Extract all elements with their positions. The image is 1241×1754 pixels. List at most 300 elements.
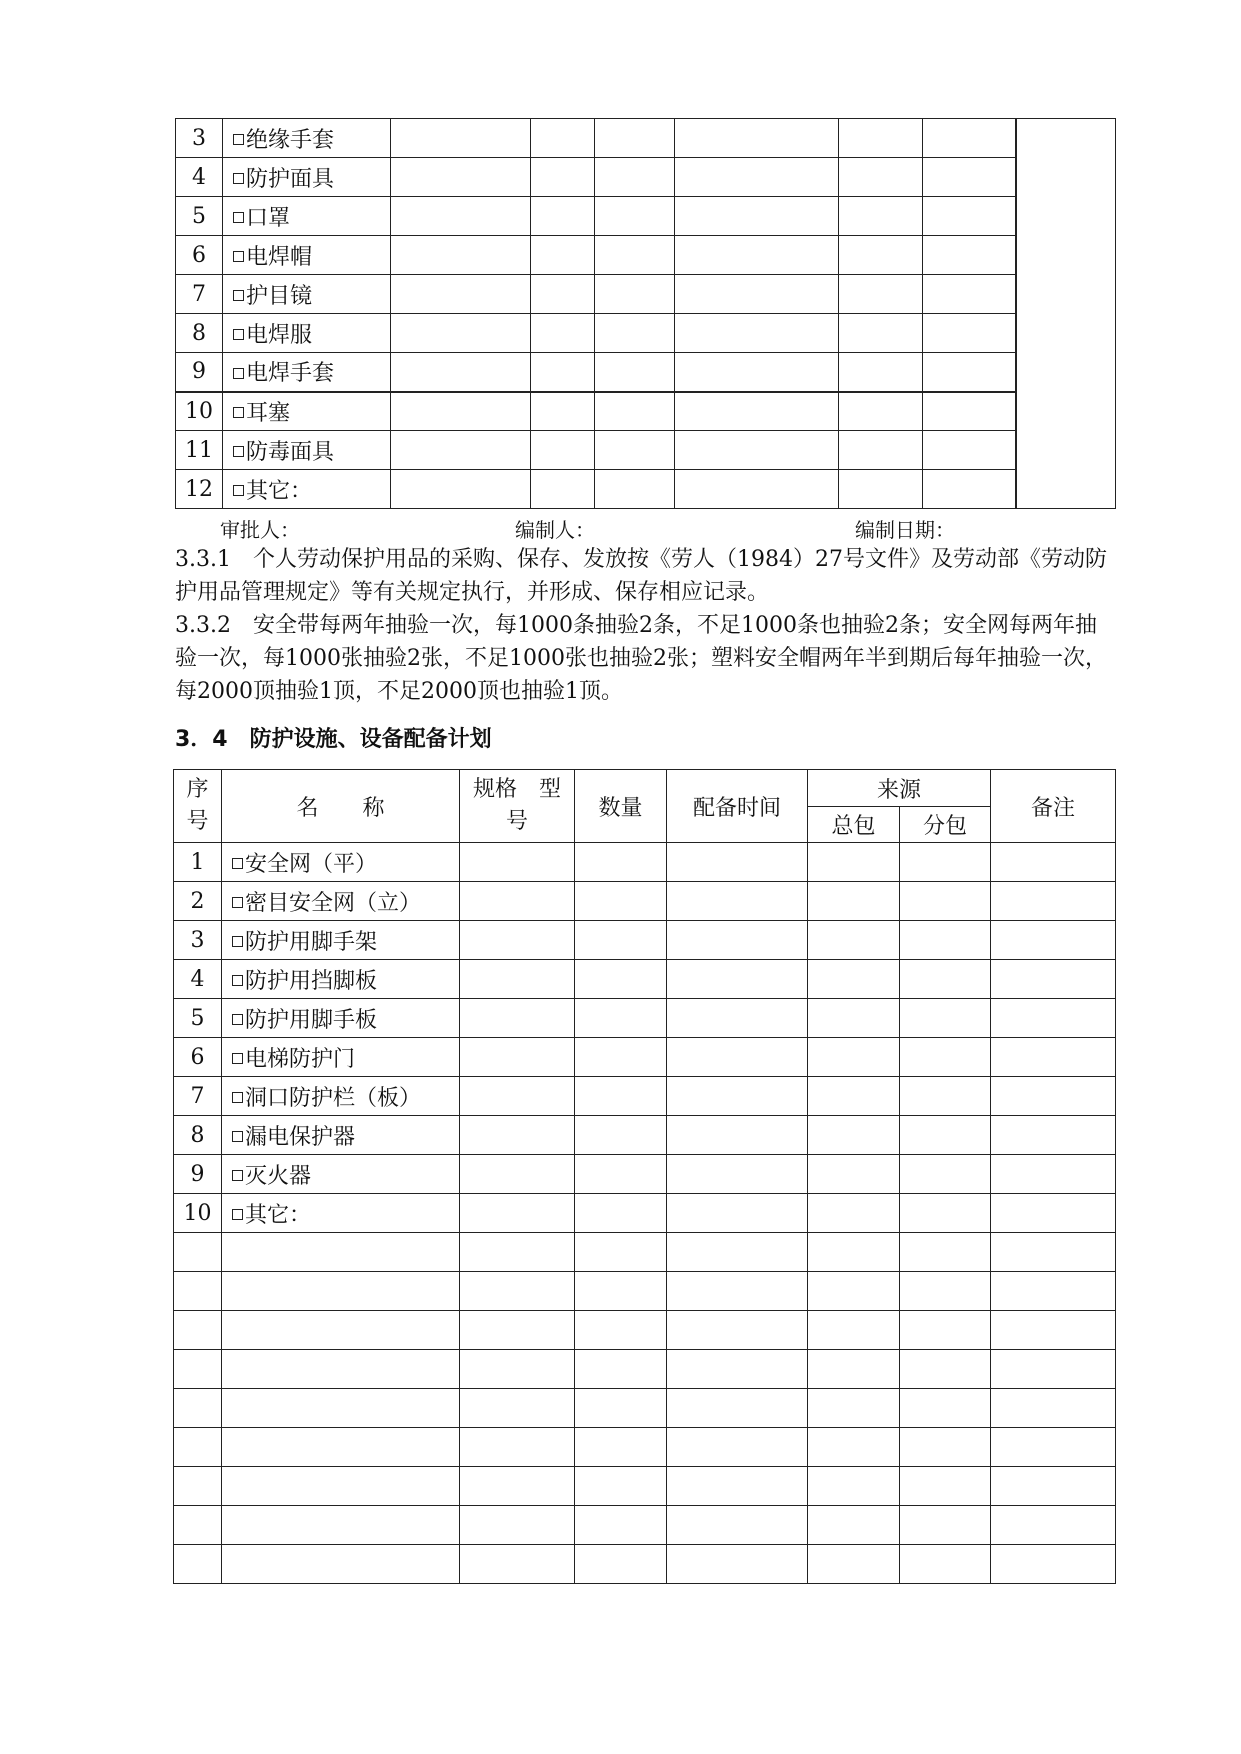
blank-cell[interactable] <box>531 431 595 470</box>
blank-cell[interactable] <box>575 999 667 1038</box>
checkbox-icon[interactable] <box>232 1170 243 1181</box>
empty-row <box>174 1311 1116 1350</box>
blank-cell[interactable] <box>391 431 531 470</box>
row-number: 2 <box>174 882 222 921</box>
blank-cell[interactable] <box>667 1350 808 1389</box>
blank-cell[interactable] <box>174 1506 222 1545</box>
blank-cell[interactable] <box>839 158 923 197</box>
blank-cell[interactable] <box>808 1077 900 1116</box>
checkbox-icon[interactable] <box>232 1014 243 1025</box>
item-cell <box>222 1116 460 1155</box>
checkbox-icon[interactable] <box>232 897 243 908</box>
blank-cell[interactable] <box>839 353 923 392</box>
empty-row <box>174 1467 1116 1506</box>
table-row <box>176 392 1116 431</box>
blank-cell[interactable] <box>575 882 667 921</box>
blank-cell[interactable] <box>531 119 595 158</box>
blank-cell[interactable] <box>667 1116 808 1155</box>
item-cell <box>223 392 391 431</box>
blank-cell[interactable] <box>531 158 595 197</box>
blank-cell[interactable] <box>808 1311 900 1350</box>
blank-cell[interactable] <box>460 1389 575 1428</box>
blank-cell[interactable] <box>174 1428 222 1467</box>
checkbox-icon[interactable] <box>233 446 244 457</box>
blank-cell[interactable] <box>667 1272 808 1311</box>
blank-cell[interactable] <box>460 960 575 999</box>
blank-cell[interactable] <box>923 236 1016 275</box>
blank-cell[interactable] <box>595 158 675 197</box>
blank-cell[interactable] <box>808 1038 900 1077</box>
row-number: 8 <box>174 1116 222 1155</box>
blank-cell[interactable] <box>675 314 839 353</box>
table-row <box>176 314 1116 353</box>
blank-cell[interactable] <box>808 1350 900 1389</box>
blank-cell[interactable] <box>595 431 675 470</box>
blank-cell[interactable] <box>391 236 531 275</box>
blank-cell[interactable] <box>391 470 531 509</box>
blank-cell[interactable] <box>575 1428 667 1467</box>
blank-cell[interactable] <box>923 353 1016 392</box>
item-label: 电焊服 <box>246 322 313 348</box>
empty-row <box>174 1233 1116 1272</box>
blank-cell[interactable] <box>808 1155 900 1194</box>
blank-cell[interactable] <box>575 1155 667 1194</box>
blank-cell[interactable] <box>900 1428 991 1467</box>
blank-cell[interactable] <box>460 1233 575 1272</box>
approver-label: 审批人： <box>220 518 300 542</box>
item-cell <box>223 470 391 509</box>
blank-cell[interactable] <box>222 1311 460 1350</box>
table-row <box>174 960 1116 999</box>
blank-cell[interactable] <box>460 1194 575 1233</box>
table-row <box>174 882 1116 921</box>
item-label: 洞口防护栏（板） <box>245 1085 422 1111</box>
blank-cell[interactable] <box>667 1389 808 1428</box>
blank-cell[interactable] <box>575 1350 667 1389</box>
blank-cell[interactable] <box>900 999 991 1038</box>
blank-cell[interactable] <box>575 1116 667 1155</box>
blank-cell[interactable] <box>595 197 675 236</box>
blank-cell[interactable] <box>667 1155 808 1194</box>
blank-cell[interactable] <box>991 1311 1116 1350</box>
blank-cell[interactable] <box>460 1038 575 1077</box>
blank-cell[interactable] <box>991 1350 1116 1389</box>
item-label: 电梯防护门 <box>245 1046 356 1072</box>
checkbox-icon[interactable] <box>232 1209 243 1220</box>
blank-cell[interactable] <box>575 960 667 999</box>
blank-cell[interactable] <box>531 353 595 392</box>
item-label: 电焊手套 <box>246 361 335 387</box>
blank-cell[interactable] <box>667 999 808 1038</box>
blank-cell[interactable] <box>808 1194 900 1233</box>
blank-cell[interactable] <box>991 921 1116 960</box>
blank-cell[interactable] <box>675 470 839 509</box>
blank-cell[interactable] <box>531 236 595 275</box>
blank-cell[interactable] <box>575 1389 667 1428</box>
blank-cell[interactable] <box>575 1272 667 1311</box>
blank-cell[interactable] <box>575 1311 667 1350</box>
empty-row <box>174 1428 1116 1467</box>
blank-cell[interactable] <box>460 1428 575 1467</box>
row-number: 10 <box>176 392 223 431</box>
blank-cell[interactable] <box>808 999 900 1038</box>
blank-cell[interactable] <box>460 1077 575 1116</box>
blank-cell[interactable] <box>991 1233 1116 1272</box>
blank-cell[interactable] <box>923 275 1016 314</box>
blank-cell[interactable] <box>460 1272 575 1311</box>
item-cell <box>223 197 391 236</box>
blank-cell[interactable] <box>667 843 808 882</box>
checkbox-icon[interactable] <box>232 1092 243 1103</box>
table-row <box>176 236 1116 275</box>
checkbox-icon[interactable] <box>233 173 244 184</box>
header-sub: 分包 <box>900 807 991 843</box>
blank-cell[interactable] <box>900 1311 991 1350</box>
blank-cell[interactable] <box>991 1467 1116 1506</box>
row-number: 12 <box>176 470 223 509</box>
blank-cell[interactable] <box>923 392 1016 431</box>
blank-cell[interactable] <box>391 353 531 392</box>
blank-cell[interactable] <box>900 1155 991 1194</box>
blank-cell[interactable] <box>222 1272 460 1311</box>
blank-cell[interactable] <box>675 158 839 197</box>
item-cell <box>222 999 460 1038</box>
item-label: 耳塞 <box>246 400 291 426</box>
blank-cell[interactable] <box>923 158 1016 197</box>
blank-cell[interactable] <box>991 1506 1116 1545</box>
blank-cell[interactable] <box>460 843 575 882</box>
blank-cell[interactable] <box>174 1233 222 1272</box>
blank-cell[interactable] <box>900 1506 991 1545</box>
header-qty: 数量 <box>575 770 667 843</box>
checkbox-icon[interactable] <box>233 134 244 145</box>
blank-cell[interactable] <box>991 1545 1116 1584</box>
blank-cell[interactable] <box>808 1506 900 1545</box>
blank-cell[interactable] <box>531 275 595 314</box>
blank-cell[interactable] <box>531 392 595 431</box>
blank-cell[interactable] <box>667 1506 808 1545</box>
blank-cell[interactable] <box>575 1467 667 1506</box>
section-title: 3．4 防护设施、设备配备计划 <box>175 727 492 752</box>
blank-cell[interactable] <box>667 1038 808 1077</box>
blank-cell[interactable] <box>991 1428 1116 1467</box>
blank-cell[interactable] <box>575 843 667 882</box>
blank-cell[interactable] <box>391 392 531 431</box>
blank-cell[interactable] <box>923 470 1016 509</box>
blank-cell[interactable] <box>575 1038 667 1077</box>
blank-cell[interactable] <box>923 197 1016 236</box>
blank-cell[interactable] <box>460 1350 575 1389</box>
blank-cell[interactable] <box>991 1272 1116 1311</box>
blank-cell[interactable] <box>667 1077 808 1116</box>
row-number: 3 <box>176 119 223 158</box>
facility-table <box>173 769 1116 1584</box>
row-number: 4 <box>176 158 223 197</box>
row-number: 1 <box>174 843 222 882</box>
blank-cell[interactable] <box>808 1233 900 1272</box>
blank-cell[interactable] <box>900 1116 991 1155</box>
checkbox-icon[interactable] <box>232 1053 243 1064</box>
blank-cell[interactable] <box>900 1545 991 1584</box>
blank-cell[interactable] <box>531 470 595 509</box>
blank-cell[interactable] <box>991 999 1116 1038</box>
checkbox-icon[interactable] <box>233 485 244 496</box>
blank-cell[interactable] <box>460 882 575 921</box>
blank-cell[interactable] <box>222 1233 460 1272</box>
blank-cell[interactable] <box>667 1428 808 1467</box>
blank-cell[interactable] <box>174 1272 222 1311</box>
ppe-table <box>175 118 1116 509</box>
checkbox-icon[interactable] <box>232 936 243 947</box>
blank-cell[interactable] <box>460 1311 575 1350</box>
blank-cell[interactable] <box>575 1077 667 1116</box>
checkbox-icon[interactable] <box>232 858 243 869</box>
blank-cell[interactable] <box>460 1155 575 1194</box>
blank-cell[interactable] <box>675 275 839 314</box>
blank-cell[interactable] <box>808 1116 900 1155</box>
blank-cell[interactable] <box>575 921 667 960</box>
table-row <box>174 1038 1116 1077</box>
checkbox-icon[interactable] <box>233 251 244 262</box>
item-label: 灭火器 <box>245 1163 312 1189</box>
checkbox-icon[interactable] <box>233 407 244 418</box>
blank-cell[interactable] <box>667 1545 808 1584</box>
table-row <box>176 470 1116 509</box>
blank-cell[interactable] <box>991 1038 1116 1077</box>
header-row-1 <box>174 770 1116 807</box>
item-cell <box>222 1038 460 1077</box>
item-label: 其它： <box>245 1202 312 1228</box>
row-number: 9 <box>174 1155 222 1194</box>
blank-cell[interactable] <box>460 1116 575 1155</box>
blank-cell[interactable] <box>675 119 839 158</box>
blank-cell[interactable] <box>839 275 923 314</box>
item-label: 密目安全网（立） <box>245 890 422 916</box>
blank-cell[interactable] <box>222 1467 460 1506</box>
blank-cell[interactable] <box>808 1389 900 1428</box>
row-number: 3 <box>174 921 222 960</box>
blank-cell[interactable] <box>808 921 900 960</box>
item-cell <box>222 1194 460 1233</box>
header-spec: 规格 型号 <box>460 770 575 843</box>
blank-cell[interactable] <box>595 470 675 509</box>
blank-cell[interactable] <box>675 392 839 431</box>
blank-cell[interactable] <box>174 1311 222 1350</box>
item-label: 防护用脚手板 <box>245 1007 378 1033</box>
item-label: 绝缘手套 <box>246 127 335 153</box>
checkbox-icon[interactable] <box>232 975 243 986</box>
checkbox-icon[interactable] <box>233 290 244 301</box>
blank-cell[interactable] <box>900 960 991 999</box>
blank-cell[interactable] <box>808 882 900 921</box>
row-number: 8 <box>176 314 223 353</box>
blank-cell[interactable] <box>923 119 1016 158</box>
blank-cell[interactable] <box>808 1545 900 1584</box>
row-number: 9 <box>176 353 223 392</box>
blank-cell[interactable] <box>991 1116 1116 1155</box>
blank-cell[interactable] <box>595 353 675 392</box>
table-row <box>176 158 1116 197</box>
table-row <box>176 197 1116 236</box>
table-row <box>174 1194 1116 1233</box>
blank-cell[interactable] <box>460 1506 575 1545</box>
item-cell <box>222 1077 460 1116</box>
blank-cell[interactable] <box>900 882 991 921</box>
row-number: 4 <box>174 960 222 999</box>
blank-cell[interactable] <box>531 314 595 353</box>
blank-cell[interactable] <box>460 921 575 960</box>
empty-row <box>174 1389 1116 1428</box>
blank-cell[interactable] <box>808 843 900 882</box>
blank-cell[interactable] <box>174 1350 222 1389</box>
table-row <box>176 119 1116 158</box>
item-cell <box>223 236 391 275</box>
item-label: 电焊帽 <box>246 244 313 270</box>
checkbox-icon[interactable] <box>233 368 244 379</box>
blank-cell[interactable] <box>222 1350 460 1389</box>
blank-cell[interactable] <box>391 314 531 353</box>
blank-cell[interactable] <box>667 1467 808 1506</box>
blank-cell[interactable] <box>575 1194 667 1233</box>
blank-cell[interactable] <box>675 431 839 470</box>
blank-cell[interactable] <box>991 1389 1116 1428</box>
item-label: 防护用挡脚板 <box>245 968 378 994</box>
blank-cell[interactable] <box>839 314 923 353</box>
blank-cell[interactable] <box>900 1077 991 1116</box>
remark-cell[interactable] <box>1016 119 1116 509</box>
blank-cell[interactable] <box>991 960 1116 999</box>
blank-cell[interactable] <box>839 236 923 275</box>
blank-cell[interactable] <box>808 960 900 999</box>
blank-cell[interactable] <box>667 1194 808 1233</box>
table-row <box>174 1155 1116 1194</box>
blank-cell[interactable] <box>675 236 839 275</box>
blank-cell[interactable] <box>839 470 923 509</box>
header-no: 序号 <box>174 770 222 843</box>
blank-cell[interactable] <box>575 1506 667 1545</box>
compiler-label: 编制人： <box>515 518 595 542</box>
blank-cell[interactable] <box>667 1233 808 1272</box>
header-remark: 备注 <box>991 770 1116 843</box>
blank-cell[interactable] <box>839 197 923 236</box>
blank-cell[interactable] <box>839 392 923 431</box>
blank-cell[interactable] <box>900 1389 991 1428</box>
table-row <box>174 1077 1116 1116</box>
blank-cell[interactable] <box>923 314 1016 353</box>
blank-cell[interactable] <box>222 1545 460 1584</box>
item-label: 防毒面具 <box>246 439 335 465</box>
blank-cell[interactable] <box>991 843 1116 882</box>
row-number: 10 <box>174 1194 222 1233</box>
empty-row <box>174 1506 1116 1545</box>
blank-cell[interactable] <box>595 392 675 431</box>
row-number: 11 <box>176 431 223 470</box>
header-general: 总包 <box>808 807 900 843</box>
blank-cell[interactable] <box>575 1545 667 1584</box>
blank-cell[interactable] <box>667 1311 808 1350</box>
paragraph-3-3-2: 3.3.2 安全带每两年抽验一次，每1000条抽验2条，不足1000条也抽验2条；安全网每两年抽验一次，每1000张抽验2张，不足1000张也抽验2张；塑料安全帽两年半到期后每年抽验一次，每2000顶抽验1顶，不足2000顶也抽验1顶。 <box>175 613 1107 704</box>
blank-cell[interactable] <box>460 1467 575 1506</box>
blank-cell[interactable] <box>222 1389 460 1428</box>
header-name: 名 称 <box>222 770 460 843</box>
blank-cell[interactable] <box>595 314 675 353</box>
item-cell <box>222 843 460 882</box>
blank-cell[interactable] <box>667 882 808 921</box>
table-row <box>176 275 1116 314</box>
blank-cell[interactable] <box>991 1155 1116 1194</box>
blank-cell[interactable] <box>391 197 531 236</box>
blank-cell[interactable] <box>900 1467 991 1506</box>
blank-cell[interactable] <box>991 1194 1116 1233</box>
blank-cell[interactable] <box>808 1272 900 1311</box>
item-label: 漏电保护器 <box>245 1124 356 1150</box>
blank-cell[interactable] <box>839 119 923 158</box>
blank-cell[interactable] <box>391 158 531 197</box>
checkbox-icon[interactable] <box>233 329 244 340</box>
blank-cell[interactable] <box>391 119 531 158</box>
blank-cell[interactable] <box>595 119 675 158</box>
table-row <box>174 921 1116 960</box>
blank-cell[interactable] <box>900 1194 991 1233</box>
blank-cell[interactable] <box>667 921 808 960</box>
blank-cell[interactable] <box>575 1233 667 1272</box>
blank-cell[interactable] <box>900 1038 991 1077</box>
item-cell <box>223 275 391 314</box>
blank-cell[interactable] <box>900 1233 991 1272</box>
table-row <box>176 431 1116 470</box>
blank-cell[interactable] <box>900 921 991 960</box>
item-cell <box>223 353 391 392</box>
blank-cell[interactable] <box>900 1350 991 1389</box>
table-row <box>174 999 1116 1038</box>
blank-cell[interactable] <box>460 999 575 1038</box>
blank-cell[interactable] <box>991 882 1116 921</box>
blank-cell[interactable] <box>923 431 1016 470</box>
row-number: 5 <box>176 197 223 236</box>
item-label: 防护面具 <box>246 166 335 192</box>
blank-cell[interactable] <box>531 197 595 236</box>
blank-cell[interactable] <box>460 1545 575 1584</box>
blank-cell[interactable] <box>675 353 839 392</box>
empty-row <box>174 1545 1116 1584</box>
blank-cell[interactable] <box>667 960 808 999</box>
blank-cell[interactable] <box>391 275 531 314</box>
blank-cell[interactable] <box>675 197 839 236</box>
blank-cell[interactable] <box>808 1467 900 1506</box>
checkbox-icon[interactable] <box>233 212 244 223</box>
row-number: 6 <box>176 236 223 275</box>
blank-cell[interactable] <box>991 1077 1116 1116</box>
item-cell <box>223 119 391 158</box>
blank-cell[interactable] <box>839 431 923 470</box>
item-label: 口罩 <box>246 205 291 231</box>
blank-cell[interactable] <box>900 843 991 882</box>
blank-cell[interactable] <box>808 1428 900 1467</box>
blank-cell[interactable] <box>595 236 675 275</box>
blank-cell[interactable] <box>174 1389 222 1428</box>
item-cell <box>223 158 391 197</box>
blank-cell[interactable] <box>174 1467 222 1506</box>
blank-cell[interactable] <box>222 1506 460 1545</box>
blank-cell[interactable] <box>595 275 675 314</box>
blank-cell[interactable] <box>900 1272 991 1311</box>
item-cell <box>222 882 460 921</box>
item-label: 防护用脚手架 <box>245 929 378 955</box>
blank-cell[interactable] <box>174 1545 222 1584</box>
checkbox-icon[interactable] <box>232 1131 243 1142</box>
blank-cell[interactable] <box>222 1428 460 1467</box>
empty-row <box>174 1272 1116 1311</box>
